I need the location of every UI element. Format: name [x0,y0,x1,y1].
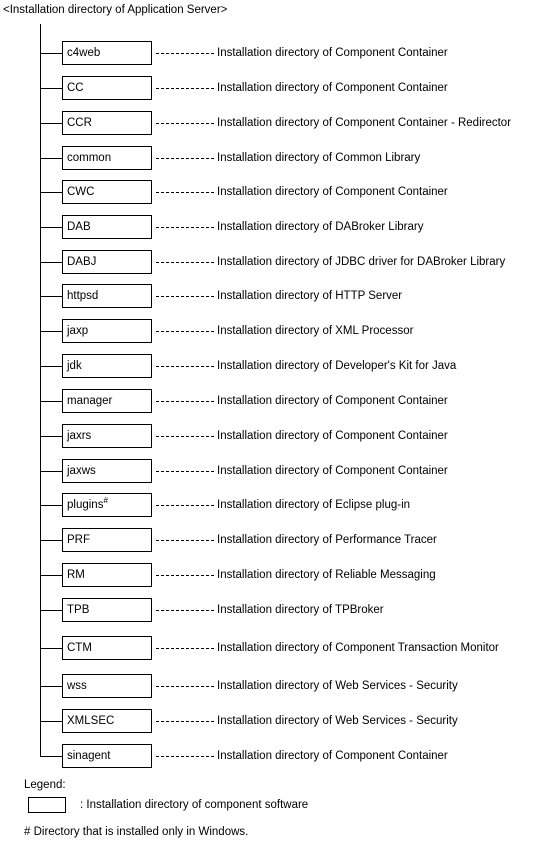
directory-name: sinagent [67,750,111,762]
directory-row [0,146,537,172]
dashed-connector [156,331,214,332]
directory-row [0,674,537,700]
directory-row [0,76,537,102]
directory-row [0,284,537,310]
dashed-connector [156,401,214,402]
dashed-connector [156,756,214,757]
dashed-connector [156,686,214,687]
directory-box [62,41,152,65]
directory-row [0,528,537,554]
directory-description: Installation directory of Component Container [217,47,448,59]
directory-box [62,111,152,135]
directory-name: XMLSEC [67,715,115,727]
directory-name: manager [67,395,113,407]
dashed-connector [156,227,214,228]
directory-box [62,250,152,274]
directory-description: Installation directory of Component Container [217,186,448,198]
directory-row [0,41,537,67]
directory-row [0,636,537,662]
dashed-connector [156,192,214,193]
directory-row [0,459,537,485]
directory-box [62,215,152,239]
directory-description: Installation directory of Reliable Messaging [217,569,436,581]
dashed-connector [156,540,214,541]
directory-row [0,744,537,770]
branch-connector [40,262,62,263]
root-directory-label: <Installation directory of Application Server> [3,4,228,16]
footnote-marker: # [103,496,108,506]
dashed-connector [156,366,214,367]
directory-description: Installation directory of HTTP Server [217,290,403,302]
directory-name: PRF [67,534,90,546]
branch-connector [40,721,62,722]
directory-box [62,459,152,483]
directory-description: Installation directory of TPBroker [217,604,384,616]
directory-box [62,493,152,517]
directory-name: DABJ [67,256,97,268]
dashed-connector [156,436,214,437]
directory-row [0,493,537,519]
branch-connector [40,648,62,649]
branch-connector [40,53,62,54]
branch-connector [40,575,62,576]
directory-name: httpsd [67,290,99,302]
dashed-connector [156,721,214,722]
directory-name: common [67,152,112,164]
directory-description: Installation directory of JDBC driver for DABroker Library [217,256,506,268]
branch-connector [40,296,62,297]
directory-row [0,389,537,415]
legend-title: Legend: [24,779,66,791]
directory-description: Installation directory of Common Library [217,152,421,164]
branch-connector [40,436,62,437]
dashed-connector [156,262,214,263]
directory-description: Installation directory of Component Container [217,750,448,762]
directory-name: DAB [67,221,91,233]
branch-connector [40,505,62,506]
branch-connector [40,192,62,193]
directory-description: Installation directory of Component Container [217,465,448,477]
branch-connector [40,331,62,332]
directory-description: Installation directory of Component Transaction Monitor [217,642,499,654]
branch-connector [40,227,62,228]
directory-row [0,250,537,276]
directory-row [0,354,537,380]
branch-connector [40,756,62,757]
directory-name: CC [67,82,84,94]
directory-box [62,598,152,622]
directory-box [62,424,152,448]
branch-connector [40,471,62,472]
directory-row [0,598,537,624]
directory-box [62,76,152,100]
dashed-connector [156,53,214,54]
directory-description: Installation directory of XML Processor [217,325,414,337]
branch-connector [40,88,62,89]
directory-box [62,636,152,660]
directory-box [62,528,152,552]
directory-row [0,111,537,137]
branch-connector [40,123,62,124]
directory-box [62,284,152,308]
directory-description: Installation directory of Web Services - Security [217,715,458,727]
directory-box [62,180,152,204]
directory-description: Installation directory of Component Container [217,430,448,442]
directory-row [0,709,537,735]
directory-name: CWC [67,186,95,198]
directory-description: Installation directory of Eclipse plug-in [217,499,411,511]
directory-name: wss [67,680,87,692]
dashed-connector [156,575,214,576]
directory-description: Installation directory of Component Container [217,82,448,94]
directory-box [62,354,152,378]
dashed-connector [156,88,214,89]
dashed-connector [156,648,214,649]
directory-name: jaxrs [67,430,92,442]
legend-box-symbol [28,797,66,813]
directory-description: Installation directory of Component Container - Redirector [217,117,512,129]
branch-connector [40,158,62,159]
dashed-connector [156,505,214,506]
branch-connector [40,401,62,402]
directory-box [62,319,152,343]
directory-row [0,180,537,206]
directory-description: Installation directory of Performance Tracer [217,534,437,546]
directory-description: Installation directory of Web Services - Security [217,680,458,692]
directory-box [62,389,152,413]
dashed-connector [156,296,214,297]
directory-name: c4web [67,47,101,59]
directory-row [0,215,537,241]
dashed-connector [156,610,214,611]
branch-connector [40,610,62,611]
directory-box [62,563,152,587]
directory-name: jaxws [67,465,96,477]
footnote: # Directory that is installed only in Windows. [24,826,249,838]
directory-box [62,709,152,733]
directory-row [0,563,537,589]
dashed-connector [156,158,214,159]
directory-box [62,146,152,170]
directory-name: CTM [67,642,92,654]
branch-connector [40,540,62,541]
directory-description: Installation directory of Component Container [217,395,448,407]
directory-name: plugins [67,499,104,511]
directory-name: jaxp [67,325,89,337]
dashed-connector [156,123,214,124]
directory-name: jdk [67,360,82,372]
directory-box [62,674,152,698]
directory-row [0,319,537,345]
branch-connector [40,366,62,367]
directory-box [62,744,152,768]
legend-box-text: : Installation directory of component software [80,799,309,811]
dashed-connector [156,471,214,472]
directory-row [0,424,537,450]
directory-name: TPB [67,604,90,616]
directory-description: Installation directory of Developer's Kit for Java [217,360,457,372]
directory-description: Installation directory of DABroker Library [217,221,424,233]
directory-name: CCR [67,117,92,129]
directory-name: RM [67,569,85,581]
branch-connector [40,686,62,687]
